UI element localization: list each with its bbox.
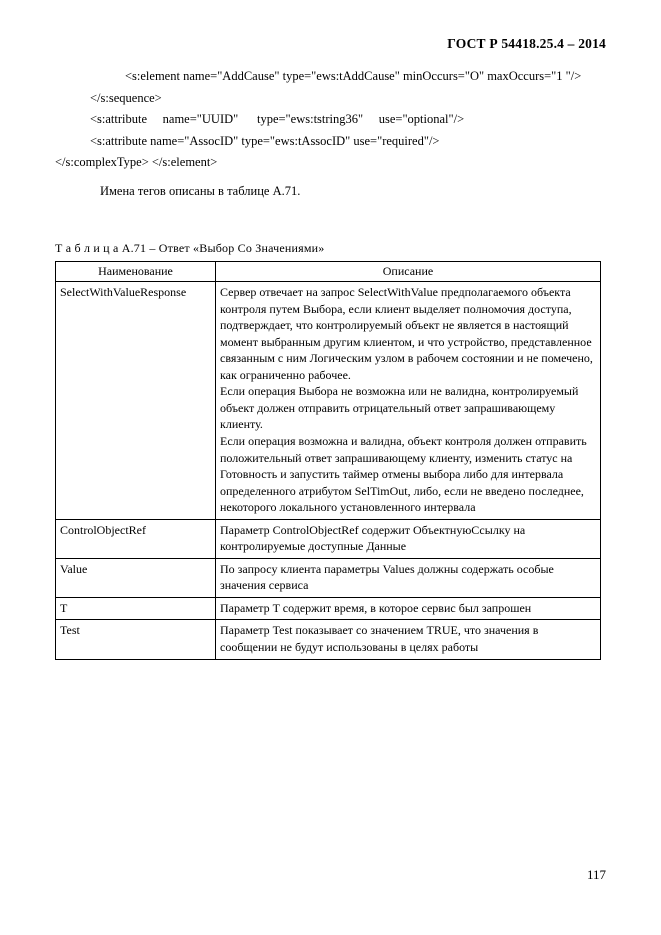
- table-row: [56, 282, 601, 520]
- table-cell-name: SelectWithValueResponse: [56, 282, 216, 520]
- code-line: </s:complexType> </s:element>: [55, 155, 218, 169]
- table-cell-description: По запросу клиента параметры Values должны содержать особые значения сервиса: [216, 558, 601, 597]
- table-cell-name: Value: [56, 558, 216, 597]
- page-header: ГОСТ Р 54418.25.4 – 2014: [447, 36, 606, 51]
- table-row: [56, 597, 601, 620]
- table-reference-note: Имена тегов описаны в таблице А.71.: [100, 183, 301, 198]
- table-cell-description: Параметр ControlObjectRef содержит ОбъектнуюСсылку на контролируемые доступные Данные: [216, 519, 601, 558]
- table-column-header-name: Наименование: [56, 261, 216, 282]
- table-cell-description: Сервер отвечает на запрос SelectWithValue предполагаемого объекта контроля путем Выбора, если клиент выделяет полномочия доступа, подтверждает, что контролируемый объект не является в настоящий момент выбранным другим клиентом, и что устройство, представленное связанным с ним Логическим узлом в рабочем состоянии и не помечено, как ограниченно рабочее. Если операция Выбора не возможна или не валидна, контролируемый объект должен отправить отрицательный ответ запрашивающему клиенту. Если операция возможна и валидна, объект контроля должен отправить положительный ответ запрашивающему клиенту, изменить статус на Готовность и запустить таймер отмены выбора либо для интервала определенного атрибутом SelTimOut, либо, если не введено последнее, некоторого локального установленного интервала: [216, 282, 601, 520]
- code-line: <s:attribute name="AssocID" type="ews:tAssocID" use="required"/>: [90, 133, 440, 148]
- code-line: <s:element name="AddCause" type="ews:tAddCause" minOccurs="O" maxOccurs="1 "/>: [125, 69, 582, 83]
- table-row: [56, 558, 601, 597]
- table-cell-name: T: [56, 597, 216, 620]
- table-caption: Т а б л и ц а А.71 – Ответ «Выбор Со Значениями»: [55, 240, 325, 255]
- xml-schema-block: [55, 66, 606, 174]
- tag-description-table: [55, 261, 601, 660]
- page-number: 117: [586, 867, 606, 882]
- table-cell-name: Test: [56, 620, 216, 659]
- code-line: <s:attribute name="UUID" type="ews:tstring36" use="optional"/>: [90, 112, 465, 126]
- table-row: [56, 519, 601, 558]
- code-line: </s:sequence>: [90, 90, 162, 105]
- table-column-header-description: Описание: [216, 261, 601, 282]
- table-cell-description: Параметр T содержит время, в которое сервис был запрошен: [216, 597, 601, 620]
- table-row: [56, 620, 601, 659]
- table-cell-name: ControlObjectRef: [56, 519, 216, 558]
- table-cell-description: Параметр Test показывает со значением TRUE, что значения в сообщении не будут использованы в целях работы: [216, 620, 601, 659]
- table-header-row: [56, 261, 601, 282]
